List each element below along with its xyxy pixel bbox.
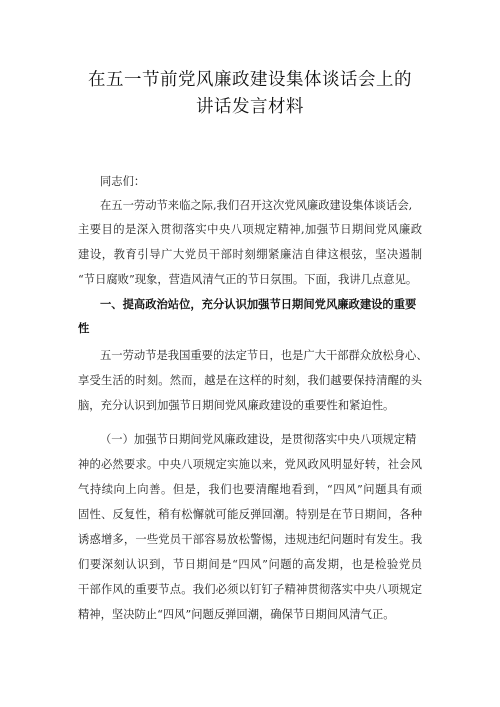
- paragraph-3-line-1: （一）加强节日期间党风廉政建设，是贯彻落实中央八项规定精: [100, 433, 417, 446]
- paragraph-2-line-1: 五一劳动节是我国重要的法定节日，也是广大干部群众放松身心、: [100, 349, 428, 362]
- paragraph-3-line-8: 精神，坚决防止“四风”问题反弹回潮，确保节日期间风清气正。: [78, 608, 395, 621]
- document-title-line-1: 在五一节前党风廉政建设集体谈话会上的: [88, 70, 412, 90]
- section-heading-1-line-1: 一、提高政治站位，充分认识加强节日期间党风廉政建设的重要: [100, 297, 417, 311]
- paragraph-2-line-3: 脑，充分认识到加强节日期间党风廉政建设的重要性和紧迫性。: [78, 399, 395, 412]
- paragraph-3-line-2: 神的必然要求。中央八项规定实施以来，党风政风明显好转，社会风: [78, 458, 422, 471]
- paragraph-3-line-4: 固性、反复性，稍有松懈就可能反弹回潮。特别是在节日期间，各种: [78, 508, 422, 521]
- paragraph-1-line-4: “节日腐败”现象，营造风清气正的节日氛围。下面，我讲几点意见。: [78, 273, 418, 286]
- paragraph-1-line-2: 主要目的是深入贯彻落实中央八项规定精神,加强节日期间党风廉政: [78, 223, 422, 236]
- paragraph-3-line-5: 诱惑增多，一些党员干部容易放松警惕，违规违纪问题时有发生。我: [78, 533, 422, 546]
- document-title-line-2: 讲话发言材料: [196, 97, 304, 117]
- paragraph-1-line-3: 建设，教育引导广大党员干部时刻绷紧廉洁自律这根弦，坚决遏制: [78, 248, 422, 261]
- paragraph-3-line-3: 气持续向上向善。但是，我们也要清醒地看到，“四风”问题具有顽: [78, 483, 422, 496]
- paragraph-2-line-2: 享受生活的时刻。然而，越是在这样的时刻，我们越要保持清醒的头: [78, 374, 422, 387]
- salutation: 同志们：: [100, 175, 146, 188]
- paragraph-3-line-6: 们要深刻认识到，节日期间是“四风”问题的高发期，也是检验党员: [78, 558, 422, 571]
- paragraph-3-line-7: 干部作风的重要节点。我们必须以钉钉子精神贯彻落实中央八项规定: [78, 583, 422, 596]
- section-heading-1-line-2: 性: [78, 321, 90, 335]
- paragraph-1-line-1: 在五一劳动节来临之际,我们召开这次党风廉政建设集体谈话会,: [100, 199, 413, 212]
